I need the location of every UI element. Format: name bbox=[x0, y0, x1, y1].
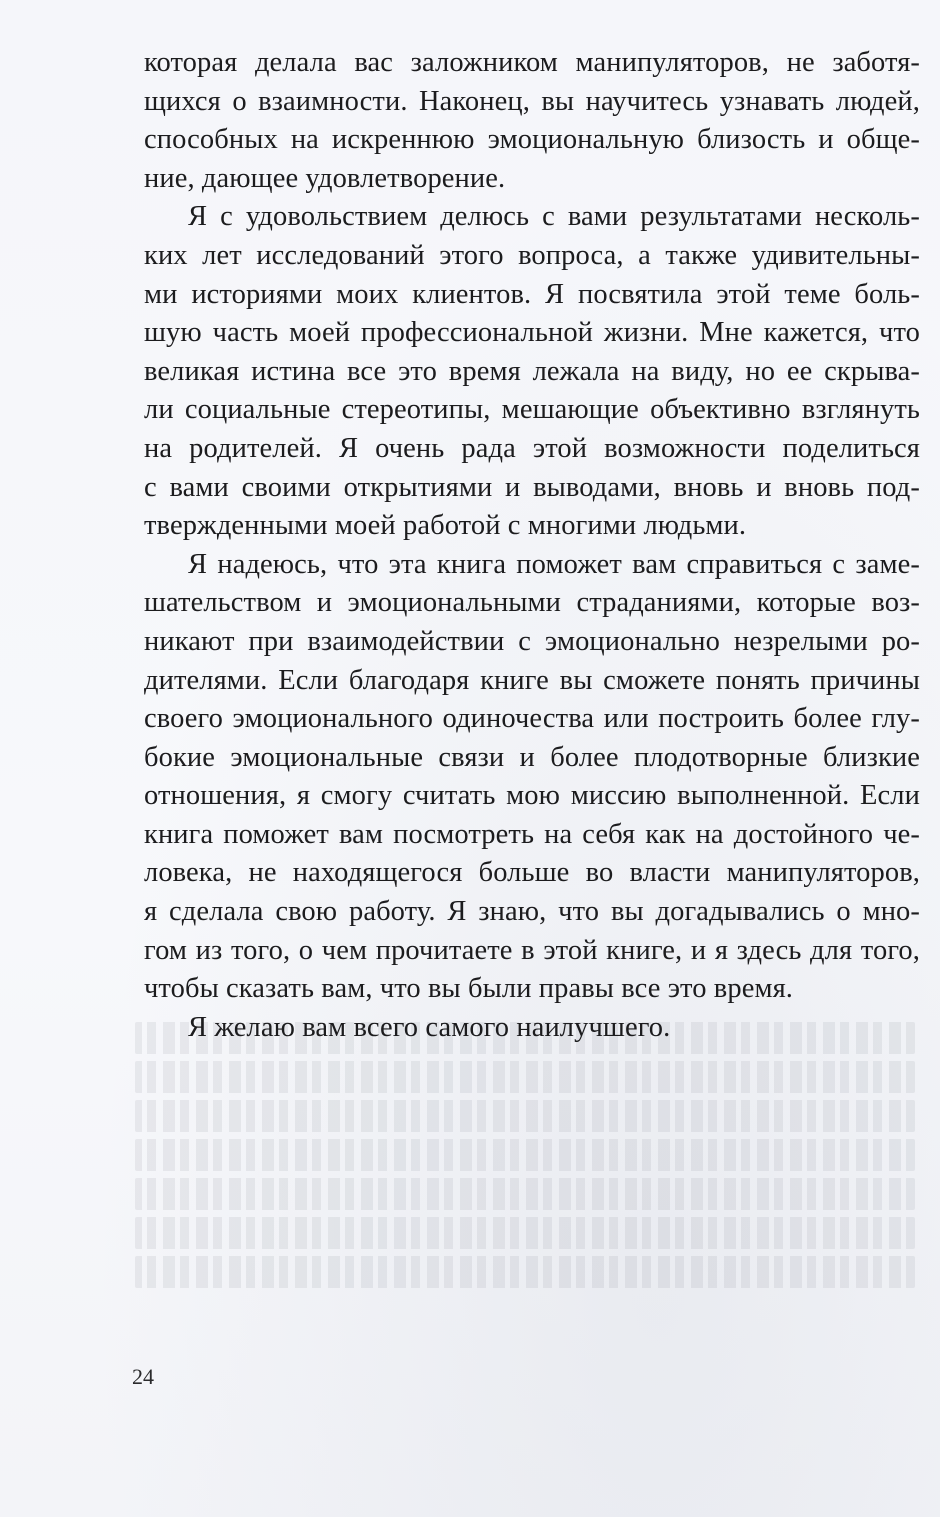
text-line: ли социальные стереотипы, мешающие объективно взглянуть bbox=[144, 394, 920, 426]
text-line: шательством и эмоциональными страданиями, которые воз- bbox=[144, 587, 920, 619]
text-line: ловека, не находящегося больше во власти манипуляторов, bbox=[144, 857, 920, 889]
text-line: на родителей. Я очень рада этой возможности поделиться bbox=[144, 432, 920, 464]
text-line: которая делала вас заложником манипуляторов, не заботя- bbox=[144, 47, 920, 78]
text-line: я сделала свою работу. Я знаю, что вы догадывались о мно- bbox=[144, 896, 920, 928]
body-text bbox=[144, 44, 920, 1047]
text-line: отношения, я смогу считать мою миссию выполненной. Если bbox=[144, 780, 920, 812]
text-line: с вами своими открытиями и выводами, вновь и вновь под- bbox=[144, 471, 920, 503]
text-line: ние, дающее удовлетворение. bbox=[144, 162, 506, 194]
text-line: ми историями моих клиентов. Я посвятила этой теме боль- bbox=[144, 278, 920, 310]
text-line: бокие эмоциональные связи и более плодотворные близкие bbox=[144, 741, 920, 773]
text-line: гом из того, о чем прочитаете в этой книге, и я здесь для того, bbox=[144, 934, 920, 966]
paragraph-first-line: Я с удовольствием делюсь с вами результатами несколь- bbox=[188, 201, 920, 233]
text-line: ких лет исследований этого вопроса, а также удивительны- bbox=[144, 239, 920, 271]
text-line: дителями. Если благодаря книге вы сможете понять причины bbox=[144, 664, 920, 696]
show-through-text bbox=[135, 1022, 915, 1292]
page-number: 24 bbox=[132, 1364, 154, 1389]
text-line: великая истина все это время лежала на виду, но ее скрыва- bbox=[144, 355, 920, 387]
text-line: чтобы сказать вам, что вы были правы все это время. bbox=[144, 973, 794, 1005]
text-line: способных на искреннюю эмоциональную близость и обще- bbox=[144, 124, 920, 156]
text-line: шую часть моей профессиональной жизни. Мне кажется, что bbox=[144, 317, 920, 349]
text-line: своего эмоционального одиночества или построить более глу- bbox=[144, 703, 920, 735]
text-line: твержденными моей работой с многими людьми. bbox=[144, 510, 747, 542]
text-line: книга поможет вам посмотреть на себя как на достойного че- bbox=[144, 818, 920, 850]
paragraph-first-line: Я желаю вам всего самого наилучшего. bbox=[188, 1011, 671, 1043]
text-line: щихся о взаимности. Наконец, вы научитесь узнавать людей, bbox=[144, 85, 920, 117]
text-line: никают при взаимодействии с эмоционально незрелыми ро- bbox=[144, 625, 920, 657]
paragraph-first-line: Я надеюсь, что эта книга поможет вам справиться с заме- bbox=[188, 548, 920, 580]
